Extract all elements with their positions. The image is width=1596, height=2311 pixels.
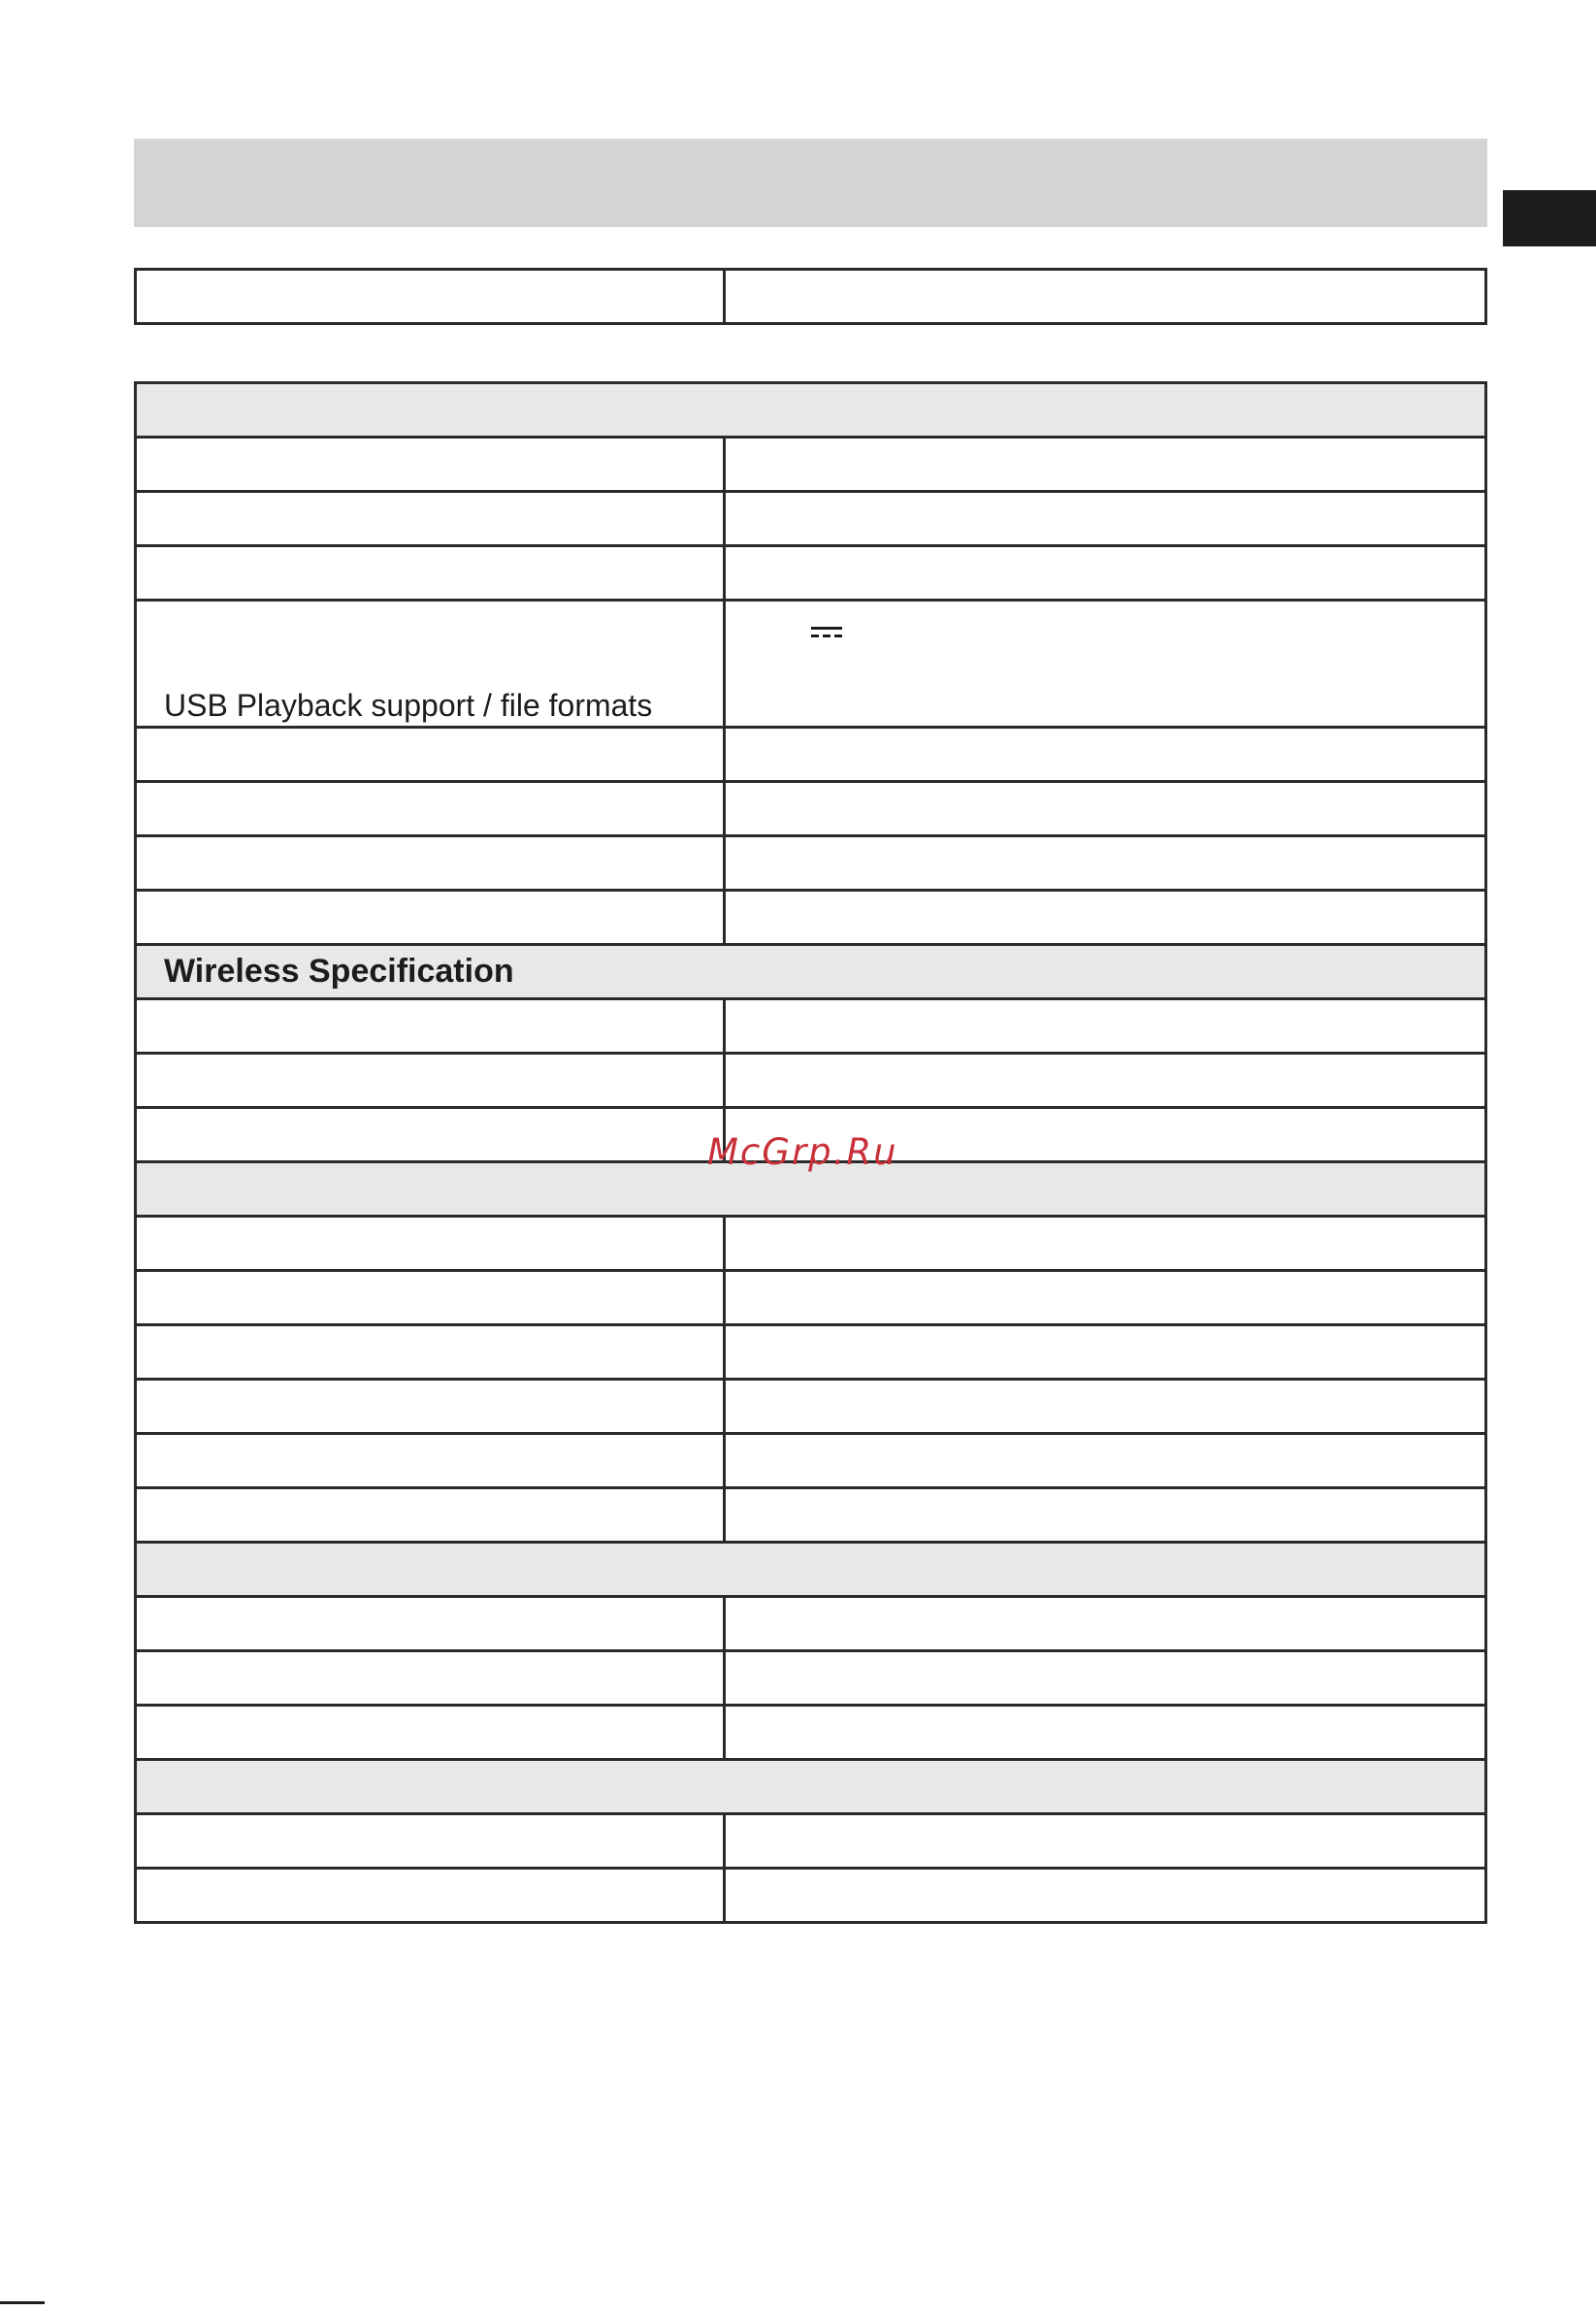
row-label <box>136 1380 725 1434</box>
row-label <box>136 1869 725 1923</box>
table-row <box>136 546 1486 601</box>
section-header <box>136 945 1486 999</box>
row-label <box>136 1651 725 1706</box>
row-value <box>725 492 1486 546</box>
table-row <box>136 1597 1486 1651</box>
table-row <box>136 1869 1486 1923</box>
row-label <box>136 999 725 1054</box>
row-label <box>136 1054 725 1108</box>
row-value <box>725 1597 1486 1651</box>
row-value <box>725 782 1486 836</box>
table-row <box>136 270 1486 324</box>
section-header <box>136 1760 1486 1814</box>
row-value <box>725 270 1486 324</box>
table-row <box>136 1706 1486 1760</box>
row-label <box>136 1597 725 1651</box>
row-value <box>725 1488 1486 1543</box>
row-label <box>136 836 725 891</box>
row-value <box>725 999 1486 1054</box>
row-value <box>725 891 1486 945</box>
row-value <box>725 1325 1486 1380</box>
table-row <box>136 1488 1486 1543</box>
table-row <box>136 728 1486 782</box>
row-label <box>136 270 725 324</box>
row-label <box>136 728 725 782</box>
row-label <box>136 1706 725 1760</box>
table-row <box>136 1651 1486 1706</box>
table-row <box>136 1271 1486 1325</box>
section-title <box>136 1543 1486 1597</box>
table-row <box>136 836 1486 891</box>
section-title <box>136 383 1486 438</box>
row-value <box>725 1380 1486 1434</box>
row-value <box>725 728 1486 782</box>
row-value <box>725 1814 1486 1869</box>
row-value <box>725 438 1486 492</box>
section-title <box>136 1760 1486 1814</box>
section-header <box>136 383 1486 438</box>
row-label <box>136 1488 725 1543</box>
row-value <box>725 836 1486 891</box>
top-info-table <box>134 268 1487 325</box>
table-row <box>136 601 1486 728</box>
row-label <box>136 1325 725 1380</box>
table-row <box>136 1054 1486 1108</box>
row-label <box>136 492 725 546</box>
table-row <box>136 1325 1486 1380</box>
table-row <box>136 1434 1486 1488</box>
row-value <box>725 1271 1486 1325</box>
row-value <box>725 601 1486 728</box>
row-label <box>136 782 725 836</box>
row-value <box>725 1706 1486 1760</box>
table-row <box>136 999 1486 1054</box>
table-row <box>136 782 1486 836</box>
table-row <box>136 492 1486 546</box>
wireless-spec-title: Wireless Specification <box>136 945 1486 999</box>
row-label <box>136 1814 725 1869</box>
row-value <box>725 1054 1486 1108</box>
table-row <box>136 1814 1486 1869</box>
watermark: McGrp.Ru <box>707 1131 898 1173</box>
row-label <box>136 1217 725 1271</box>
row-value <box>725 1217 1486 1271</box>
row-label <box>136 1108 725 1162</box>
row-value <box>725 546 1486 601</box>
table-row <box>136 1380 1486 1434</box>
title-band <box>134 139 1487 227</box>
usb-playback-label: USB Playback support / file formats <box>136 601 725 728</box>
row-value <box>725 1651 1486 1706</box>
language-tab <box>1503 190 1596 246</box>
table-row <box>136 1217 1486 1271</box>
table-row <box>136 438 1486 492</box>
section-header <box>136 1543 1486 1597</box>
row-label <box>136 891 725 945</box>
direct-current-icon <box>811 626 842 639</box>
footer-rule <box>0 2301 45 2304</box>
row-label <box>136 1434 725 1488</box>
row-label <box>136 546 725 601</box>
row-value <box>725 1434 1486 1488</box>
table-row <box>136 891 1486 945</box>
row-label <box>136 438 725 492</box>
row-value <box>725 1869 1486 1923</box>
row-label <box>136 1271 725 1325</box>
